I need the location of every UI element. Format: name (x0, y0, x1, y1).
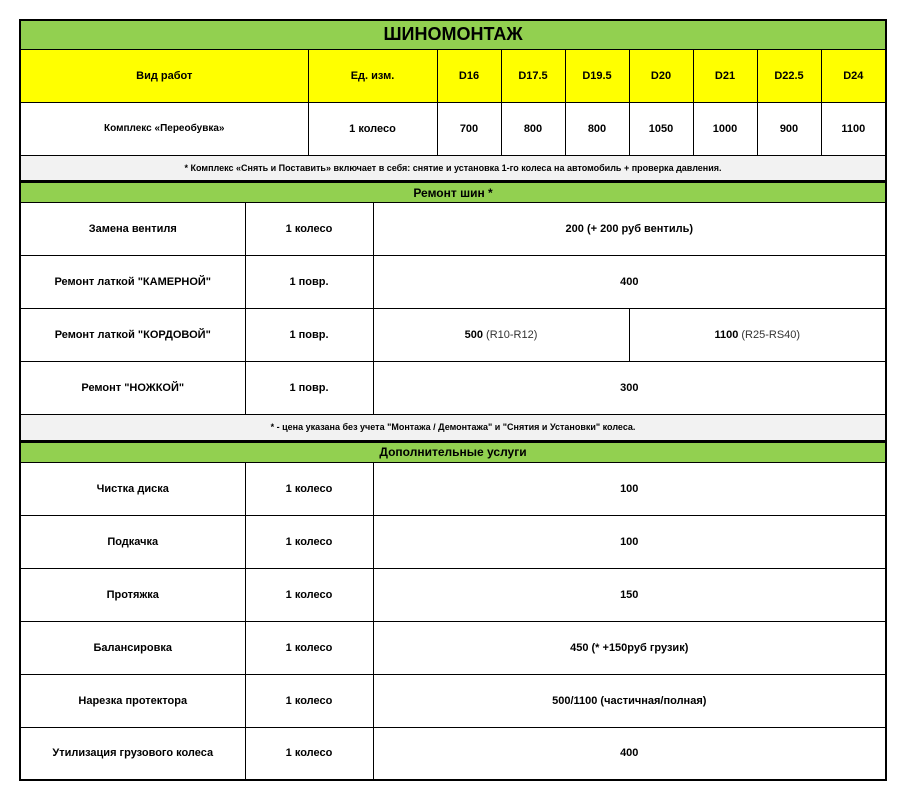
price: 150 (373, 568, 886, 621)
unit: 1 повр. (245, 309, 373, 362)
work-name: Замена вентиля (20, 203, 245, 256)
price: 1050 (629, 102, 693, 155)
work-name: Протяжка (20, 568, 245, 621)
table-row (20, 309, 886, 362)
table-row (20, 674, 886, 727)
price: 400 (373, 256, 886, 309)
unit: 1 колесо (245, 462, 373, 515)
unit: 1 колесо (245, 621, 373, 674)
header-size: D20 (629, 49, 693, 102)
work-name: Чистка диска (20, 462, 245, 515)
table-row (20, 515, 886, 568)
extra-services-table (19, 442, 887, 782)
price: 800 (565, 102, 629, 155)
unit: 1 колесо (245, 568, 373, 621)
unit: 1 колесо (308, 102, 437, 155)
price-sheet (19, 19, 885, 781)
work-name: Ремонт латкой "КОРДОВОЙ" (20, 309, 245, 362)
work-name: Нарезка протектора (20, 674, 245, 727)
header-work: Вид работ (20, 49, 308, 102)
unit: 1 повр. (245, 362, 373, 415)
table-row (20, 568, 886, 621)
work-name: Подкачка (20, 515, 245, 568)
price: 700 (437, 102, 501, 155)
work-name: Ремонт латкой "КАМЕРНОЙ" (20, 256, 245, 309)
footnote-complex: * Комплекс «Снять и Поставить» включает в себя: снятие и установка 1-го колеса на автомобиль + проверка давления. (20, 155, 886, 181)
price: 300 (373, 362, 886, 415)
header-size: D17.5 (501, 49, 565, 102)
page-title: ШИНОМОНТАЖ (20, 20, 886, 49)
price: 450 (* +150руб грузик) (373, 621, 886, 674)
unit: 1 повр. (245, 256, 373, 309)
price: 1100 (821, 102, 886, 155)
price: 900 (757, 102, 821, 155)
table-row (20, 462, 886, 515)
header-unit: Ед. изм. (308, 49, 437, 102)
table-row (20, 362, 886, 415)
price: 100 (373, 515, 886, 568)
table-row (20, 256, 886, 309)
price: 500/1100 (частичная/полная) (373, 674, 886, 727)
price-large-radius (629, 309, 886, 362)
price: 400 (373, 727, 886, 780)
work-name: Утилизация грузового колеса (20, 727, 245, 780)
work-name: Комплекс «Переобувка» (20, 102, 308, 155)
price-value: 500 (464, 329, 483, 341)
price: 100 (373, 462, 886, 515)
header-size: D16 (437, 49, 501, 102)
header-size: D21 (693, 49, 757, 102)
tire-fitting-table (19, 19, 887, 182)
table-row (20, 102, 886, 155)
price-value: 1100 (714, 329, 739, 341)
section-title-extra: Дополнительные услуги (20, 442, 886, 462)
header-size: D19.5 (565, 49, 629, 102)
price: 1000 (693, 102, 757, 155)
table-row (20, 727, 886, 780)
work-name: Ремонт "НОЖКОЙ" (20, 362, 245, 415)
header-size: D24 (821, 49, 886, 102)
unit: 1 колесо (245, 203, 373, 256)
footnote-repair: * - цена указана без учета "Монтажа / Демонтажа" и "Снятия и Установки" колеса. (20, 415, 886, 441)
price: 800 (501, 102, 565, 155)
repair-table (19, 182, 887, 442)
price: 200 (+ 200 руб вентиль) (373, 203, 886, 256)
work-name: Балансировка (20, 621, 245, 674)
price-small-radius (373, 309, 629, 362)
unit: 1 колесо (245, 674, 373, 727)
table-row (20, 203, 886, 256)
unit: 1 колесо (245, 727, 373, 780)
table-row (20, 621, 886, 674)
radius-range: (R25-RS40) (741, 329, 801, 341)
radius-range: (R10-R12) (486, 329, 538, 341)
header-size: D22.5 (757, 49, 821, 102)
section-title-repair: Ремонт шин * (20, 183, 886, 203)
unit: 1 колесо (245, 515, 373, 568)
